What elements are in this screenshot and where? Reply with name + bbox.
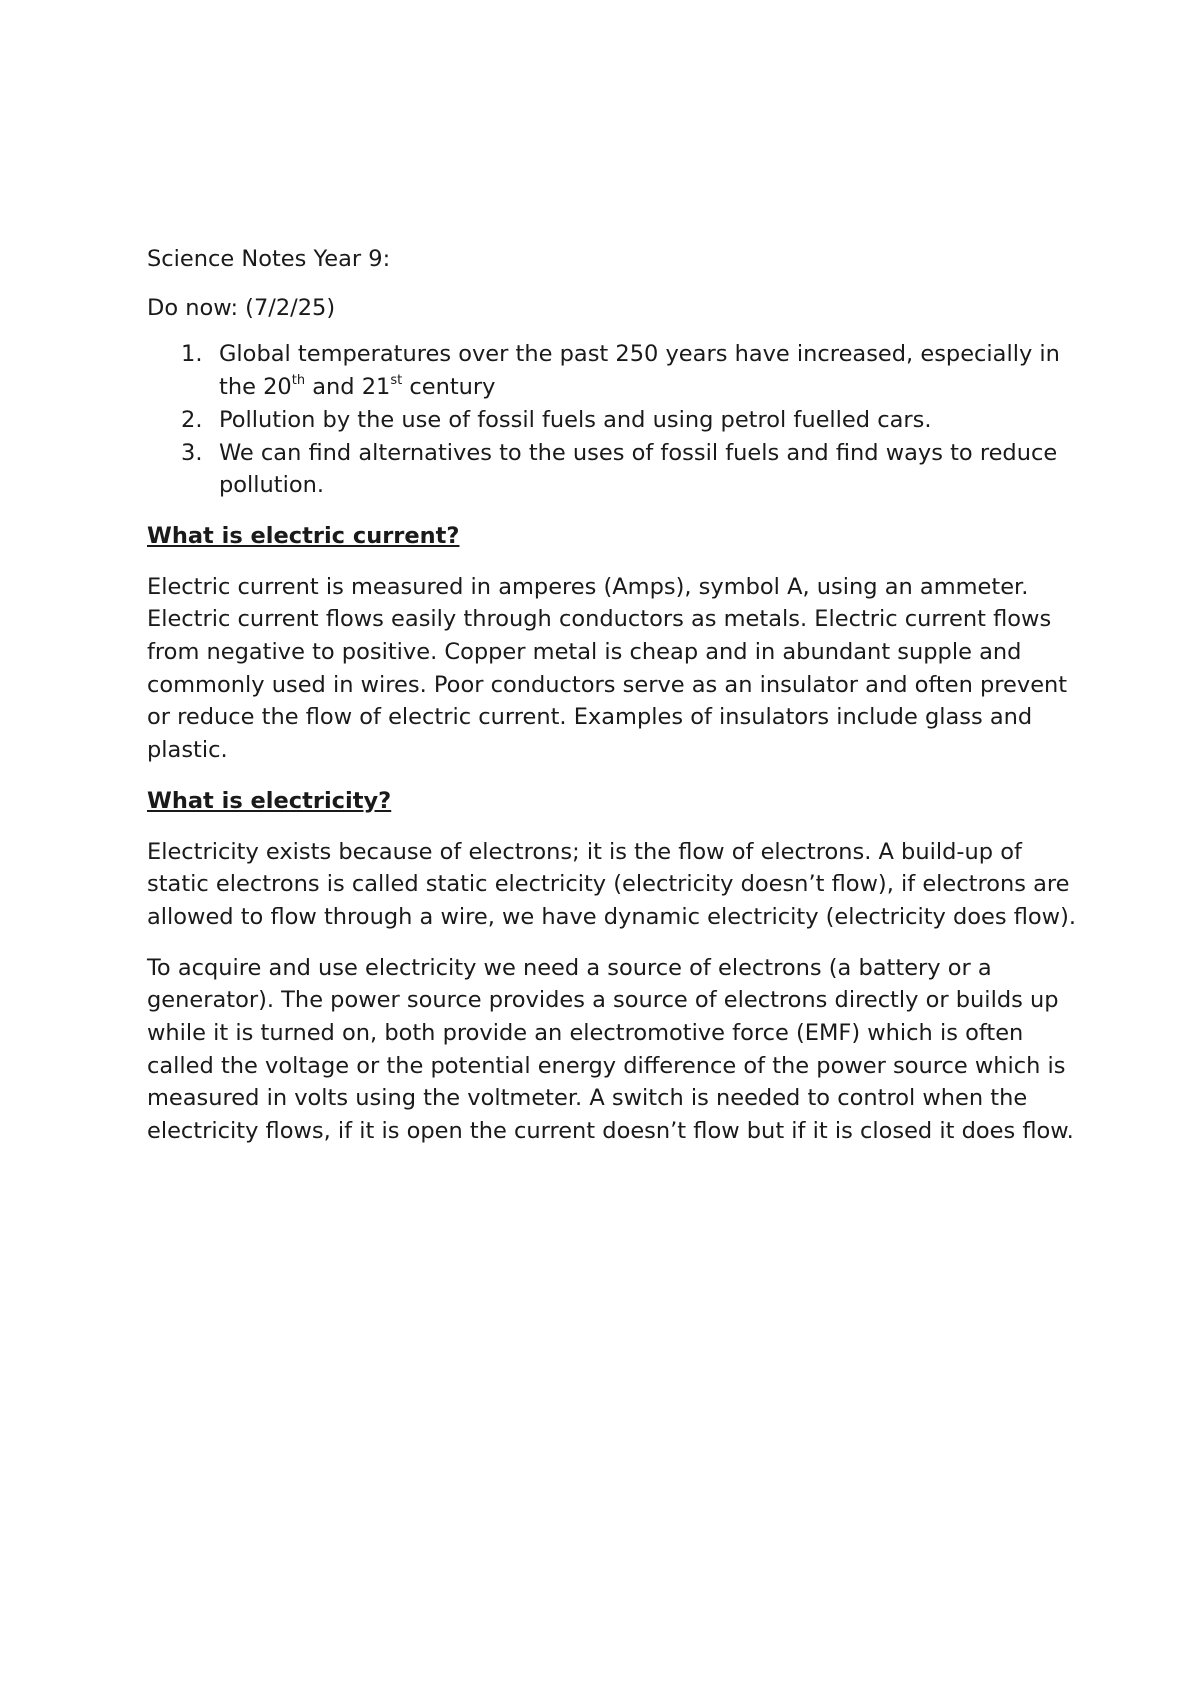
list-item xyxy=(147,437,1077,502)
list-number: 2. xyxy=(181,406,203,433)
list-text: century xyxy=(402,374,496,401)
paragraph-electricity-2: To acquire and use electricity we need a source of electrons (a battery or a generator). The power source provides a source of electrons directly or builds up while it is turned on, both provide an electromotive force (EMF) which is often called the voltage or the potential energy difference of the power source which is measured in volts using the voltmeter. A switch is needed to control when the electricity flows, if it is open the current doesn’t flow but if it is closed it does flow. xyxy=(147,954,1074,1145)
list-text: Pollution by the use of fossil fuels and using petrol fuelled cars. xyxy=(219,406,932,433)
list-item xyxy=(147,338,1077,403)
document-title: Science Notes Year 9: xyxy=(147,246,391,272)
list-text: and 21 xyxy=(305,374,391,401)
do-now-label: Do now: (7/2/25) xyxy=(147,294,336,321)
document-page xyxy=(147,243,1077,1166)
superscript: th xyxy=(291,372,306,388)
do-now-list xyxy=(147,338,1077,502)
paragraph-electricity-1: Electricity exists because of electrons; it is the flow of electrons. A build-up of static electrons is called static electricity (electricity doesn’t flow), if electrons are allowed to flow through a wire, we have dynamic electricity (electricity does flow). xyxy=(147,838,1077,930)
heading-electricity: What is electricity? xyxy=(147,787,392,814)
heading-electric-current: What is electric current? xyxy=(147,522,460,549)
list-number: 3. xyxy=(181,439,203,466)
list-item xyxy=(147,404,1077,437)
list-text: We can find alternatives to the uses of fossil fuels and find ways to reduce pollution. xyxy=(219,439,1058,499)
paragraph-electric-current: Electric current is measured in amperes (Amps), symbol A, using an ammeter. Electric current flows easily through conductors as metals. Electric current flows from negative to positive. Copper metal is cheap and in abundant supple and commonly used in wires. Poor conductors serve as an insulator and often prevent or reduce the flow of electric current. Examples of insulators include glass and plastic. xyxy=(147,573,1068,764)
list-text: Global temperatures over the past 250 years have increased, especially in the 20 xyxy=(219,341,1060,401)
superscript: st xyxy=(390,372,403,388)
list-number: 1. xyxy=(181,341,203,368)
